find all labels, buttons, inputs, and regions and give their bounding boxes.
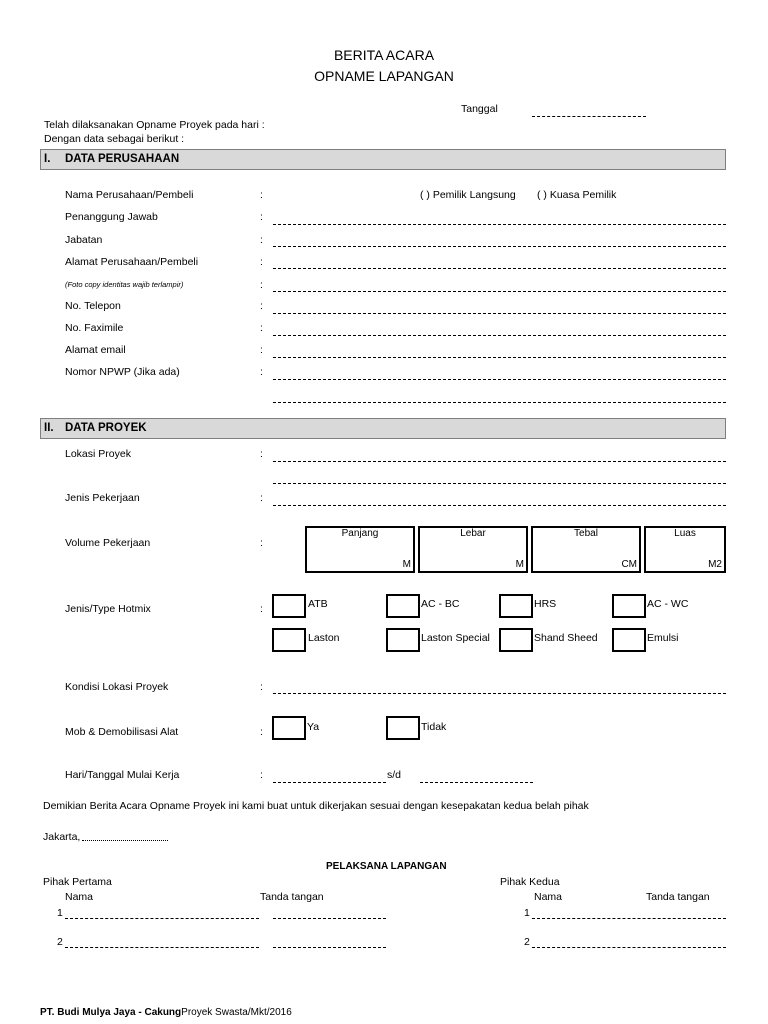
label-mob-demob: Mob & Demobilisasi Alat — [65, 726, 179, 738]
option-label: Shand Sheed — [534, 632, 598, 644]
foto-copy-note: (Foto copy identitas wajib terlampir) — [65, 280, 184, 289]
field-ttd-pihak1-2[interactable] — [273, 947, 386, 948]
label-alamat-perusahaan: Alamat Perusahaan/Pembeli — [65, 256, 199, 268]
field-pihak2-1[interactable] — [532, 918, 726, 919]
option-label: ATB — [308, 598, 328, 610]
document-title: BERITA ACARA — [333, 47, 435, 63]
volume-unit: CM — [621, 559, 637, 570]
field-npwp-2[interactable] — [273, 402, 726, 403]
field-lokasi-2[interactable] — [273, 483, 726, 484]
colon: : — [260, 344, 263, 356]
volume-unit: M — [402, 559, 411, 570]
document-subtitle: OPNAME LAPANGAN — [314, 68, 454, 84]
field-nama-pihak1-2[interactable] — [65, 947, 259, 948]
date-field[interactable] — [82, 840, 168, 841]
checkbox-laston[interactable] — [272, 628, 306, 652]
closing-statement: Demikian Berita Acara Opname Proyek ini kami buat untuk dikerjakan sesuai dengan kesepakatan kedua belah pihak — [43, 800, 589, 812]
volume-box-lebar[interactable] — [418, 526, 528, 573]
field-kondisi-lokasi[interactable] — [273, 693, 726, 694]
pihak-kedua-label: Pihak Kedua — [500, 876, 560, 888]
field-ttd-pihak1-1[interactable] — [273, 918, 386, 919]
intro-line-1: Telah dilaksanakan Opname Proyek pada hari : — [44, 119, 265, 131]
checkbox-atb[interactable] — [272, 594, 306, 618]
field-npwp-1[interactable] — [273, 379, 726, 380]
option-label: AC - WC — [647, 598, 689, 610]
tanggal-label: Tanggal — [461, 103, 498, 115]
footer-company: PT. Budi Mulya Jaya - Cakung — [40, 1007, 182, 1018]
option-pemilik-langsung[interactable]: ( ) Pemilik Langsung — [420, 189, 516, 201]
field-nama-pihak1-1[interactable] — [65, 918, 259, 919]
volume-box-panjang[interactable] — [305, 526, 415, 573]
tanda-tangan-label: Tanda tangan — [646, 891, 710, 903]
colon: : — [260, 769, 263, 781]
field-jabatan[interactable] — [273, 246, 726, 247]
checkbox-ac-wc[interactable] — [612, 594, 646, 618]
row-number: 1 — [57, 907, 63, 919]
volume-head: Panjang — [341, 528, 379, 539]
colon: : — [260, 537, 263, 549]
section-number: I. — [44, 153, 51, 165]
label-faximile: No. Faximile — [65, 322, 124, 334]
label-hari-tanggal: Hari/Tanggal Mulai Kerja — [65, 769, 180, 781]
volume-head: Lebar — [460, 528, 486, 539]
colon: : — [260, 448, 263, 460]
field-alamat-1[interactable] — [273, 268, 726, 269]
colon: : — [260, 322, 263, 334]
colon: : — [260, 603, 263, 615]
option-label: AC - BC — [421, 598, 460, 610]
label-hotmix: Jenis/Type Hotmix — [65, 603, 151, 615]
nama-label: Nama — [65, 891, 94, 903]
label-kondisi-lokasi: Kondisi Lokasi Proyek — [65, 681, 169, 693]
volume-head: Luas — [674, 528, 696, 539]
label-nama-perusahaan: Nama Perusahaan/Pembeli — [65, 189, 194, 201]
volume-box-tebal[interactable] — [531, 526, 641, 573]
colon: : — [260, 681, 263, 693]
field-jenis-pekerjaan[interactable] — [273, 505, 726, 506]
section-number: II. — [44, 422, 54, 434]
signature-heading: PELAKSANA LAPANGAN — [326, 861, 447, 872]
volume-unit: M — [515, 559, 524, 570]
field-email[interactable] — [273, 357, 726, 358]
tanda-tangan-label: Tanda tangan — [260, 891, 324, 903]
checkbox-ac-bc[interactable] — [386, 594, 420, 618]
colon: : — [260, 256, 263, 268]
checkbox-emulsi[interactable] — [612, 628, 646, 652]
colon: : — [260, 189, 263, 201]
option-label: HRS — [534, 598, 557, 610]
label-npwp: Nomor NPWP (Jika ada) — [65, 366, 180, 378]
field-faximile[interactable] — [273, 335, 726, 336]
nama-label: Nama — [534, 891, 563, 903]
intro-line-2: Dengan data sebagai berikut : — [44, 133, 185, 145]
colon: : — [260, 492, 263, 504]
row-number: 2 — [57, 936, 63, 948]
footer — [40, 1007, 292, 1018]
colon: : — [260, 366, 263, 378]
colon: : — [260, 211, 263, 223]
colon: : — [260, 300, 263, 312]
field-tanggal-mulai[interactable] — [273, 782, 386, 783]
section-header-data-perusahaan — [40, 149, 726, 170]
field-pihak2-2[interactable] — [532, 947, 726, 948]
option-label: Laston — [308, 632, 340, 644]
option-label: Tidak — [421, 721, 447, 733]
volume-box-luas[interactable] — [644, 526, 726, 573]
colon: : — [260, 234, 263, 246]
checkbox-laston-special[interactable] — [386, 628, 420, 652]
option-label: Laston Special — [421, 632, 490, 644]
section-header-data-proyek — [40, 418, 726, 439]
label-penanggung-jawab: Penanggung Jawab — [65, 211, 158, 223]
footer-code: Proyek Swasta/Mkt/2016 — [181, 1007, 292, 1018]
colon: : — [260, 279, 263, 291]
field-telepon[interactable] — [273, 313, 726, 314]
row-number: 1 — [524, 907, 530, 919]
section-title: DATA PERUSAHAAN — [65, 153, 180, 165]
option-kuasa-pemilik[interactable]: ( ) Kuasa Pemilik — [537, 189, 617, 201]
pihak-pertama-label: Pihak Pertama — [43, 876, 112, 888]
label-email: Alamat email — [65, 344, 126, 356]
field-tanggal-selesai[interactable] — [420, 782, 533, 783]
volume-head: Tebal — [574, 528, 598, 539]
option-label: Emulsi — [647, 632, 679, 644]
sd-label: s/d — [387, 769, 402, 781]
checkbox-ya[interactable] — [272, 716, 306, 740]
row-number: 2 — [524, 936, 530, 948]
option-label: Ya — [307, 721, 320, 733]
label-jabatan: Jabatan — [65, 234, 103, 246]
label-telepon: No. Telepon — [65, 300, 121, 312]
section-title: DATA PROYEK — [65, 422, 147, 434]
volume-unit: M2 — [708, 559, 722, 570]
tanggal-field[interactable] — [532, 116, 646, 117]
label-jenis-pekerjaan: Jenis Pekerjaan — [65, 492, 140, 504]
label-lokasi-proyek: Lokasi Proyek — [65, 448, 131, 460]
colon: : — [260, 726, 263, 738]
place-label: Jakarta, — [43, 831, 81, 843]
label-volume-pekerjaan: Volume Pekerjaan — [65, 537, 151, 549]
field-penanggung-jawab[interactable] — [273, 224, 726, 225]
field-lokasi-1[interactable] — [273, 461, 726, 462]
checkbox-shand-sheed[interactable] — [499, 628, 533, 652]
checkbox-hrs[interactable] — [499, 594, 533, 618]
checkbox-tidak[interactable] — [386, 716, 420, 740]
field-alamat-2[interactable] — [273, 291, 726, 292]
